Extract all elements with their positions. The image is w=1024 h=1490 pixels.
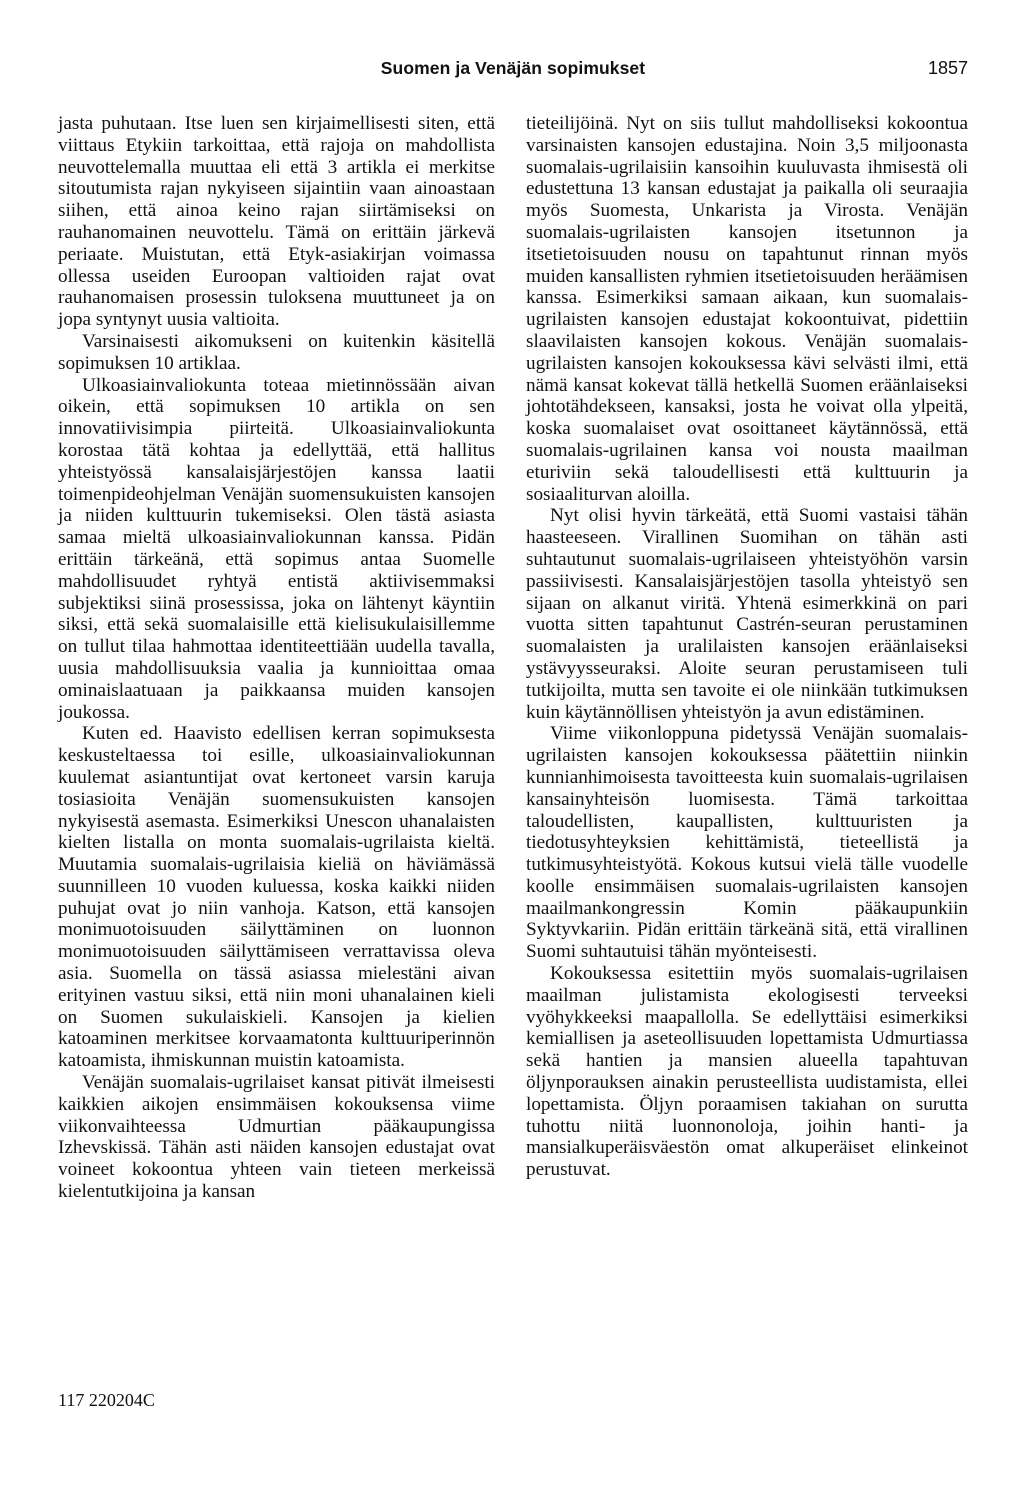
paragraph: Kokouksessa esitettiin myös suomalais-ugrilaisen maailman julistamista ekologisesti terveeksi vyöhykkeeksi maapallolla. Se edellyttäisi esimerkiksi kemiallisen ja aseteollisuuden lopettamista Udmurtiassa sekä hantien ja mansien alueella tapahtuvan öljynporauksen ainakin perusteellista uudistamista, ellei lopettamista. Öljyn poraamisen takiahan on surutta tuhottu niitä luonnonoloja, joihin hanti- ja mansialkuperäisväestön omat alkuperäiset elinkeinot perustuvat. xyxy=(526,963,968,1181)
right-column xyxy=(526,113,968,1181)
running-header xyxy=(58,58,968,84)
left-column xyxy=(58,113,495,1203)
paragraph: Viime viikonloppuna pidetyssä Venäjän suomalais-ugrilaisten kansojen kokouksessa päätettiin niinkin kunnianhimoisesta tavoitteesta kuin suomalais-ugrilaisen kansainyhteisön luomisesta. Tämä tarkoittaa taloudellisten, kaupallisten, kulttuuristen ja tiedotusyhteyksien kehittämistä, tieteellistä ja tutkimusyhteistyötä. Kokous kutsui vielä tälle vuodelle koolle ensimmäisen suomalais-ugrilaisten kansojen maailmankongressin Komin pääkaupunkiin Syktyvkariin. Pidän erittäin tärkeänä sitä, että virallinen Suomi suhtautuisi tähän myönteisesti. xyxy=(526,723,968,963)
running-title: Suomen ja Venäjän sopimukset xyxy=(380,58,646,78)
paragraph: Kuten ed. Haavisto edellisen kerran sopimuksesta keskusteltaessa toi esille, ulkoasiainvaliokunnan kuulemat asiantuntijat ovat kertoneet varsin karuja tosiasioita Venäjän suomensukuisten kansojen nykyisestä asemasta. Esimerkiksi Unescon uhanalaisten kielten listalla on monta suomalais-ugrilaista kieltä. Muutamia suomalais-ugrilaisia kieliä on häviämässä suunnilleen 10 vuoden kuluessa, koska kaikki niiden puhujat ovat jo niin vanhoja. Katson, että kansojen monimuotoisuuden säilyttäminen on luonnon monimuotoisuuden säilyttämiseen verrattavissa oleva asia. Suomella on tässä asiassa mielestäni aivan erityinen vastuu siksi, että niin moni uhanalainen kieli on Suomen sukulaiskieli. Kansojen ja kielien katoaminen merkitsee korvaamatonta kulttuuriperinnön katoamista, ihmiskunnan muistin katoamista. xyxy=(58,723,495,1072)
paragraph: tieteilijöinä. Nyt on siis tullut mahdolliseksi kokoontua varsinaisten kansojen edustajina. Noin 3,5 miljoonasta suomalais-ugrilaisiin kansoihin kuuluvasta ihmisestä oli edustettuna 13 kansan edustajat ja paikalla oli seuraajia myös Suomesta, Unkarista ja Virosta. Venäjän suomalais-ugrilaisten kansojen itsetunnon ja itsetietoisuuden nousu on tapahtunut rinnan myös muiden kansallisten ryhmien itsetietoisuuden heräämisen kanssa. Esimerkiksi samaan aikaan, kun suomalais-ugrilaisten kansojen edustajat kokoontuivat, pidettiin slaavilaisten kansojen kokous. Venäjän suomalais-ugrilaisten kansojen kokouksessa kävi selvästi ilmi, että nämä kansat kokevat tällä hetkellä Suomen eräänlaiseksi johtotähdekseen, kansaksi, josta he voivat olla ylpeitä, koska suomalaiset ovat osoittaneet käytännössä, että suomalais-ugrilainen kansa voi nousta maailman eturiviin sekä taloudellisesti että kulttuurin ja sosiaaliturvan aloilla. xyxy=(526,113,968,505)
paragraph: Venäjän suomalais-ugrilaiset kansat pitivät ilmeisesti kaikkien aikojen ensimmäisen kokouksensa viime viikonvaihteessa Udmurtian pääkaupungissa Izhevskissä. Tähän asti näiden kansojen edustajat ovat voineet kokoontua yhteen vain tieteen merkeissä kielentutkijoina ja kansan xyxy=(58,1072,495,1203)
print-code: 117 220204C xyxy=(58,1390,155,1410)
paragraph: Ulkoasiainvaliokunta toteaa mietinnössään aivan oikein, että sopimuksen 10 artikla on sen innovatiivisimpia piirteitä. Ulkoasiainvaliokunta korostaa tätä kohtaa ja edellyttää, että hallitus yhteistyössä kansalaisjärjestöjen kanssa laatii toimenpideohjelman Venäjän suomensukuisten kansojen ja niiden kulttuurin tukemiseksi. Olen tästä asiasta samaa mieltä ulkoasiainvaliokunnan kanssa. Pidän erittäin tärkeänä, että sopimus antaa Suomelle mahdollisuudet ryhtyä entistä aktiivisemmaksi subjektiksi siinä prosessissa, joka on lähtenyt käyntiin siksi, että sekä suomalaisille että kielisukulaisillemme on tullut tilaa hahmottaa identiteettiään uudella tavalla, uusia mahdollisuuksia vaalia ja kunnioittaa omaa ominaislaatuaan ja paikkaansa muiden kansojen joukossa. xyxy=(58,374,495,723)
paragraph: jasta puhutaan. Itse luen sen kirjaimellisesti siten, että viittaus Etykiin tarkoittaa, että rajoja on mahdollista neuvottelemalla muuttaa eli että 3 artikla ei merkitse sitoutumista rajan nykyiseen sijaintiin vaan ainoastaan siihen, että ainoa keino rajan siirtämiseksi on rauhanomainen neuvottelu. Tämä on erittäin järkevä periaate. Muistutan, että Etyk-asiakirjan voimassa ollessa useiden Euroopan valtioiden rajat ovat rauhanomaisen prosessin tuloksena muuttuneet ja on jopa syntynyt uusia valtioita. xyxy=(58,113,495,331)
paragraph: Varsinaisesti aikomukseni on kuitenkin käsitellä sopimuksen 10 artiklaa. xyxy=(58,330,495,374)
page-number: 1857 xyxy=(927,58,968,78)
paragraph: Nyt olisi hyvin tärkeätä, että Suomi vastaisi tähän haasteeseen. Virallinen Suomihan on tähän asti suhtautunut suomalais-ugrilaiseen yhteistyöhön varsin passiivisesti. Kansalaisjärjestöjen tasolla yhteistyö sen sijaan on alkanut viritä. Yhtenä esimerkkinä on pari vuotta sitten tapahtunut Castrén-seuran perustaminen suomalaisten ja uralilaisten kansojen eräänlaiseksi ystävyysseuraksi. Aloite seuran perustamiseen tuli tutkijoilta, mutta sen tavoite ei ole niinkään tutkimuksen kuin käytännöllisen yhteistyön ja avun edistäminen. xyxy=(526,505,968,723)
